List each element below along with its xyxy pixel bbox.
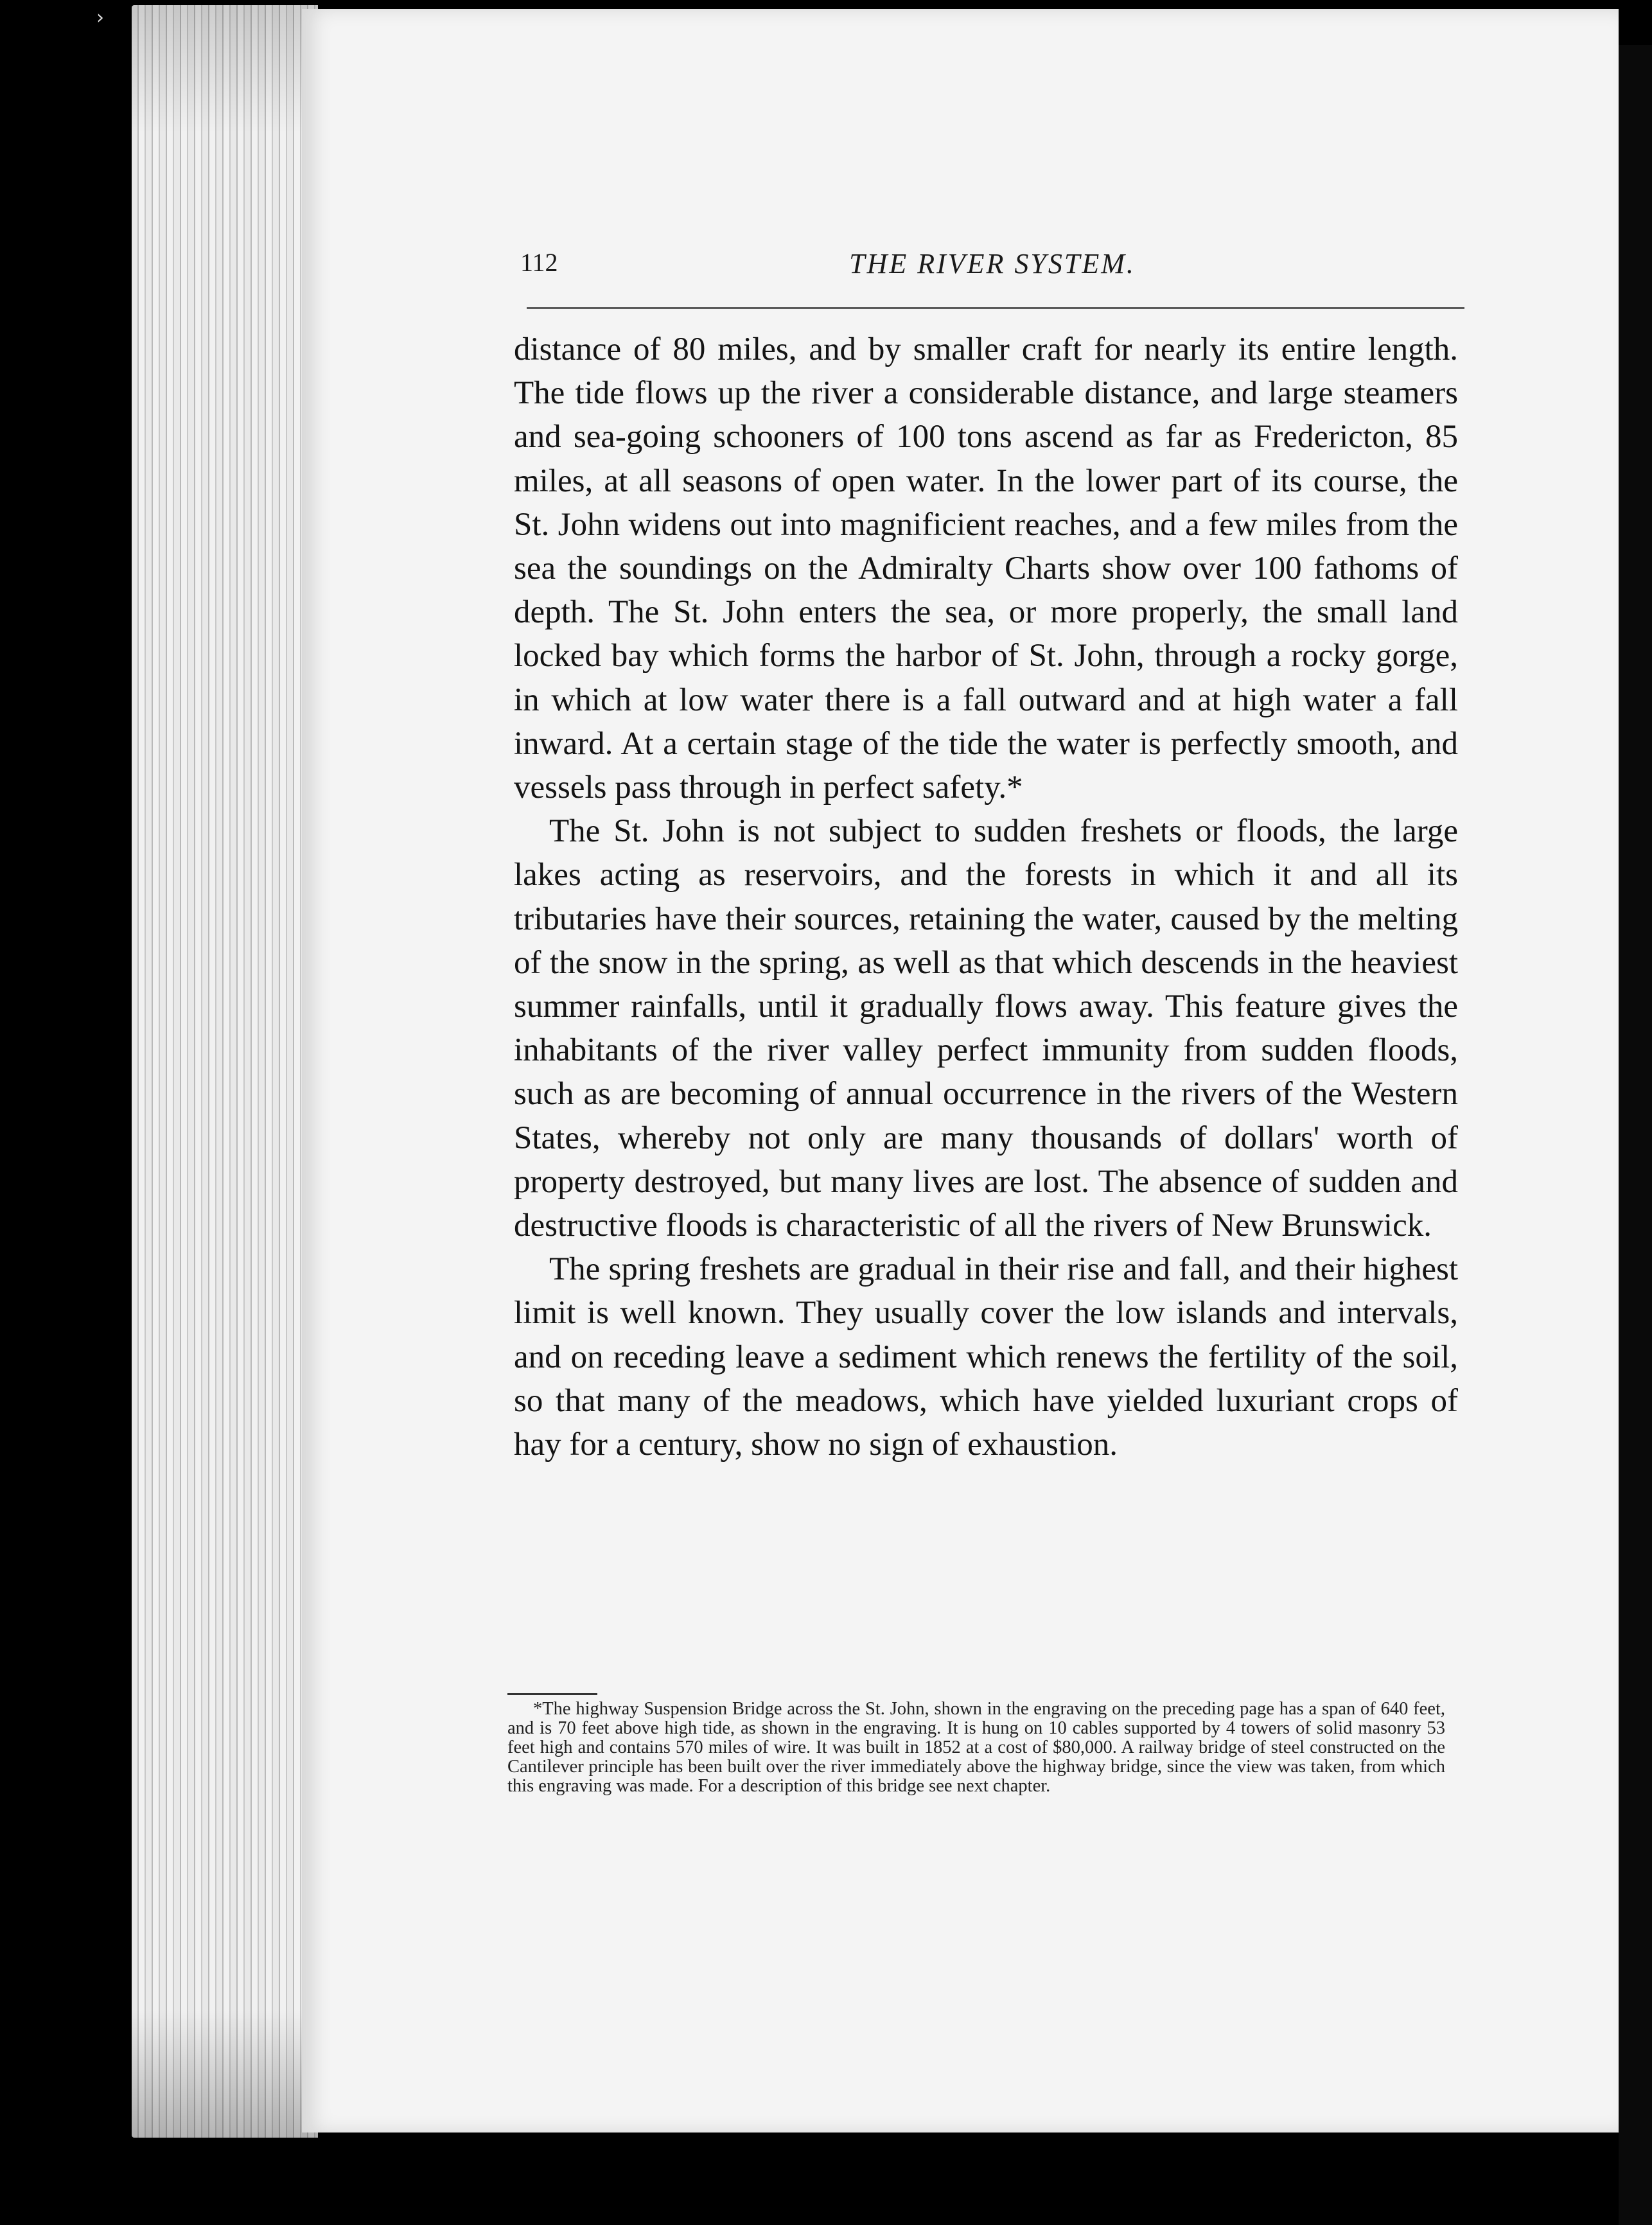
body-text <box>514 328 1458 1466</box>
facing-page-edge <box>1619 45 1652 2225</box>
page-edges <box>132 5 318 2138</box>
footnote: *The highway Suspension Bridge across the St. John, shown in the engraving on the preceding page has a span of 640 feet, and is 70 feet above high tide, as shown in the engraving. It is hung on 10 cables supported by 4 towers of solid masonry 53 feet high and contains 570 miles of wire. It was built in 1852 at a cost of $80,000. A railway bridge of steel constructed on the Cantilever principle has been built over the river immediately above the highway bridge, since the view was taken, from which this engraving was made. For a description of this bridge see next chapter. <box>507 1699 1445 1796</box>
header-rule <box>527 307 1464 309</box>
paragraph-3: The spring freshets are gradual in their rise and fall, and their highest limit is well known. They usually cover the low islands and intervals, and on receding leave a sediment which renews the fertility of the soil, so that many of the meadows, which have yielded luxuriant crops of hay for a century, show no sign of exhaustion. <box>514 1251 1458 1463</box>
paragraph-2: The St. John is not subject to sudden freshets or floods, the large lakes acting as reservoirs, and the forests in which it and all its tributaries have their sources, retaining the water, caused by the melting of the snow in the spring, as well as that which descends in the heaviest summer rainfalls, until it gradually flows away. This feature gives the inhabitants of the river valley perfect immunity from sudden floods, such as are becoming of annual occurrence in the rivers of the Western States, whereby not only are many thousands of dollars' worth of property destroyed, but many lives are lost. The absence of sudden and destructive floods is characteristic of all the rivers of New Brunswick. <box>514 813 1458 1244</box>
footnote-rule <box>507 1693 597 1695</box>
margin-mark: › <box>96 6 104 29</box>
running-head <box>520 247 1464 292</box>
running-title: THE RIVER SYSTEM. <box>849 248 1136 279</box>
page-number: 112 <box>520 248 558 277</box>
paragraph-1: distance of 80 miles, and by smaller craft for nearly its entire length. The tide flows up the river a considerable distance, and large steamers and sea-going schooners of 100 tons ascend as far as Fredericton, 85 miles, at all seasons of open water. In the lower part of its course, the St. John widens out into magnificient reaches, and a few miles from the sea the soundings on the Admiralty Charts show over 100 fathoms of depth. The St. John enters the sea, or more properly, the small land locked bay which forms the harbor of St. John, through a rocky gorge, in which at low water there is a fall outward and at high water a fall inward. At a certain stage of the tide the water is perfectly smooth, and vessels pass through in perfect safety.* <box>514 331 1458 806</box>
